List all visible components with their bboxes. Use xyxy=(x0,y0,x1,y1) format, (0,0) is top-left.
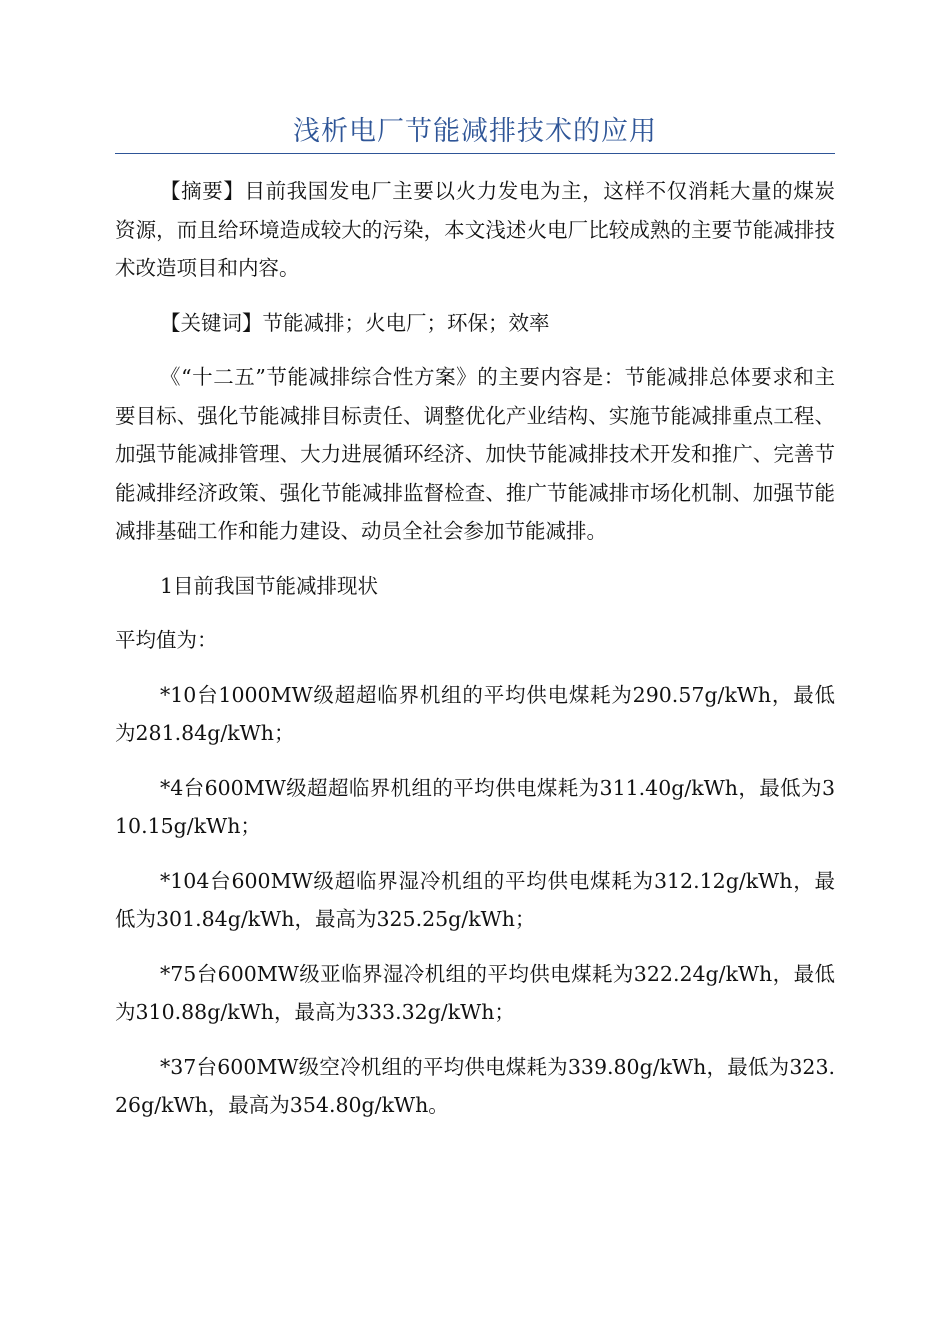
list-item: *10台1000MW级超超临界机组的平均供电煤耗为290.57g/kWh，最低为281.84g/kWh； xyxy=(115,682,835,745)
keywords-paragraph: 【关键词】节能减排；火电厂；环保；效率 xyxy=(160,310,550,335)
list-item: *4台600MW级超超临界机组的平均供电煤耗为311.40g/kWh，最低为310.15g/kWh； xyxy=(115,775,835,838)
section-heading: 1目前我国节能减排现状 xyxy=(160,573,379,598)
list-item: *104台600MW级超临界湿冷机组的平均供电煤耗为312.12g/kWh，最低为301.84g/kWh，最高为325.25g/kWh； xyxy=(115,868,835,931)
abstract-paragraph: 【摘要】目前我国发电厂主要以火力发电为主，这样不仅消耗大量的煤炭资源，而且给环境造成较大的污染，本文浅述火电厂比较成熟的主要节能减排技术改造项目和内容。 xyxy=(115,179,835,280)
list-item: *37台600MW级空冷机组的平均供电煤耗为339.80g/kWh，最低为323.26g/kWh，最高为354.80g/kWh。 xyxy=(115,1054,835,1117)
title-divider xyxy=(115,153,835,154)
plan-paragraph: 《“十二五”节能减排综合性方案》的主要内容是：节能减排总体要求和主要目标、强化节能减排目标责任、调整优化产业结构、实施节能减排重点工程、加强节能减排管理、大力进展循环经济、加快节能减排技术开发和推广、完善节能减排经济政策、强化节能减排监督检查、推广节能减排市场化机制、加强节能减排基础工作和能力建设、动员全社会参加节能减排。 xyxy=(115,365,835,543)
document-title: 浅析电厂节能减排技术的应用 xyxy=(293,116,657,147)
document-body xyxy=(115,172,835,1125)
average-label: 平均值为： xyxy=(115,628,218,652)
list-item: *75台600MW级亚临界湿冷机组的平均供电煤耗为322.24g/kWh，最低为310.88g/kWh，最高为333.32g/kWh； xyxy=(115,961,835,1024)
